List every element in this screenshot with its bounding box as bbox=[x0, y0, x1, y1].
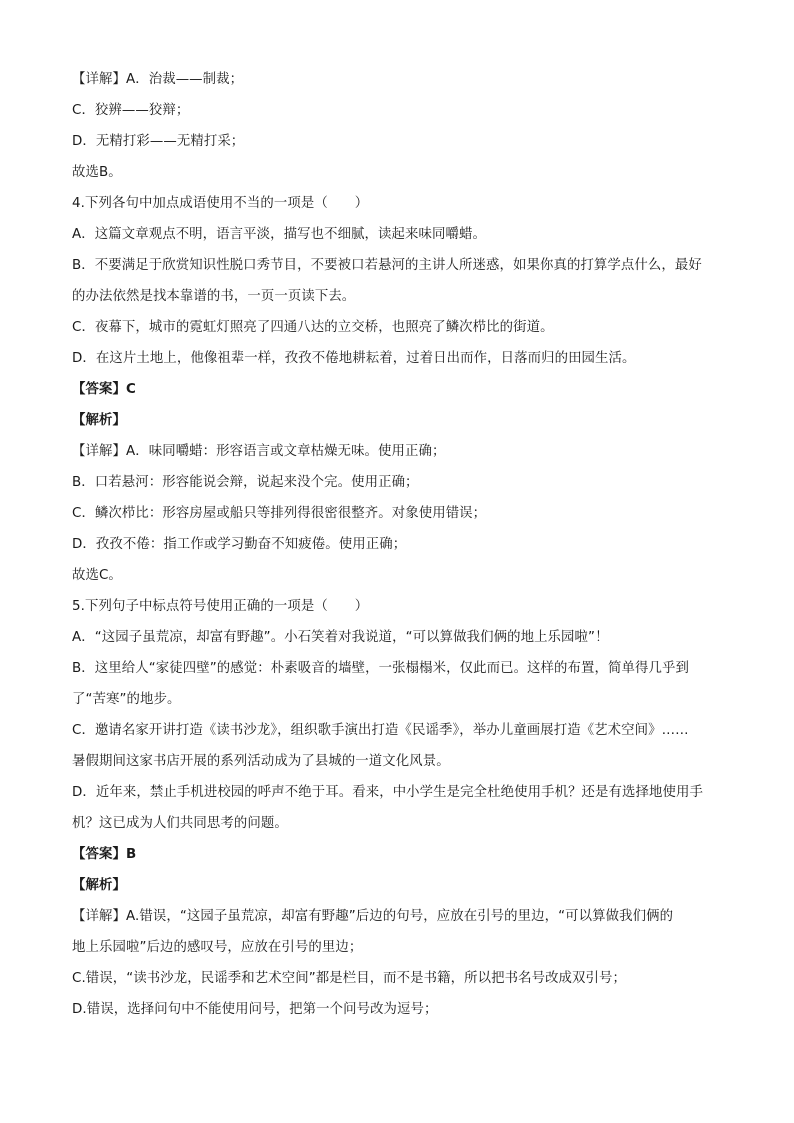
question-5-option-a: A．“这园子虽荒凉，却富有野趣”。小石笑着对我说道，“可以算做我们俩的地上乐园啦”！ bbox=[72, 630, 609, 645]
question-5-option-d-cont: 机？这已成为人们共同思考的问题。 bbox=[72, 816, 288, 831]
question-4-stem: 4.下列各句中加点成语使用不当的一项是（ ） bbox=[72, 196, 369, 211]
question-4-option-d: D．在这片土地上，他像祖辈一样，孜孜不倦地耕耘着，过着日出而作，日落而归的田园生活。 bbox=[72, 351, 636, 366]
question-5-stem: 5.下列句子中标点符号使用正确的一项是（ ） bbox=[72, 599, 369, 614]
question-4-option-a: A．这篇文章观点不明，语言平淡，描写也不细腻，读起来味同嚼蜡。 bbox=[72, 227, 486, 242]
explanation-line: 【详解】A．味同嚼蜡：形容语言或文章枯燥无味。使用正确； bbox=[72, 444, 446, 459]
question-5-option-d: D．近年来，禁止手机进校园的呼声不绝于耳。看来，中小学生是完全杜绝使用手机？还是有选择地使用手 bbox=[72, 785, 703, 800]
answer-label: 【答案】B bbox=[72, 847, 137, 862]
analysis-label: 【解析】 bbox=[72, 878, 126, 893]
explanation-line: D．孜孜不倦：指工作或学习勤奋不知疲倦。使用正确； bbox=[72, 537, 407, 552]
explanation-line: C．狡辨——狡辩； bbox=[72, 103, 190, 118]
explanation-line: D．无精打彩——无精打采； bbox=[72, 134, 245, 149]
question-4-option-c: C．夜幕下，城市的霓虹灯照亮了四通八达的立交桥，也照亮了鳞次栉比的街道。 bbox=[72, 320, 554, 335]
explanation-line: B．口若悬河：形容能说会辩，说起来没个完。使用正确； bbox=[72, 475, 419, 490]
explanation-line: 【详解】A．治裁——制裁； bbox=[72, 72, 244, 87]
answer-label: 【答案】C bbox=[72, 382, 136, 397]
explanation-line: C.错误，“读书沙龙，民谣季和艺术空间”都是栏目，而不是书籍，所以把书名号改成双引号； bbox=[72, 971, 627, 986]
question-5-option-b-cont: 了“苦寒”的地步。 bbox=[72, 692, 181, 707]
explanation-line: 【详解】A.错误，“这园子虽荒凉，却富有野趣”后边的句号，应放在引号的里边，“可以算做我们俩的 bbox=[72, 909, 674, 924]
explanation-line: 地上乐园啦”后边的感叹号，应放在引号的里边； bbox=[72, 940, 363, 955]
analysis-label: 【解析】 bbox=[72, 413, 126, 428]
question-5-option-c-cont: 暑假期间这家书店开展的系列活动成为了县城的一道文化风景。 bbox=[72, 754, 450, 769]
conclusion-line: 故选B。 bbox=[72, 165, 122, 180]
explanation-line: D.错误，选择问句中不能使用问号，把第一个问号改为逗号； bbox=[72, 1002, 438, 1017]
conclusion-line: 故选C。 bbox=[72, 568, 122, 583]
question-4-option-b: B．不要满足于欣赏知识性脱口秀节目，不要被口若悬河的主讲人所迷惑，如果你真的打算学点什么，最好 bbox=[72, 258, 702, 273]
question-5-option-c: C．邀请名家开讲打造《读书沙龙》，组织歌手演出打造《民谣季》，举办儿童画展打造《艺术空间》…… bbox=[72, 723, 689, 738]
explanation-line: C．鳞次栉比：形容房屋或船只等排列得很密很整齐。对象使用错误； bbox=[72, 506, 487, 521]
question-5-option-b: B．这里给人“家徒四壁”的感觉：朴素吸音的墙壁，一张榻榻米，仅此而已。这样的布置，简单得几乎到 bbox=[72, 661, 689, 676]
question-4-option-b-cont: 的办法依然是找本靠谱的书，一页一页读下去。 bbox=[72, 289, 356, 304]
